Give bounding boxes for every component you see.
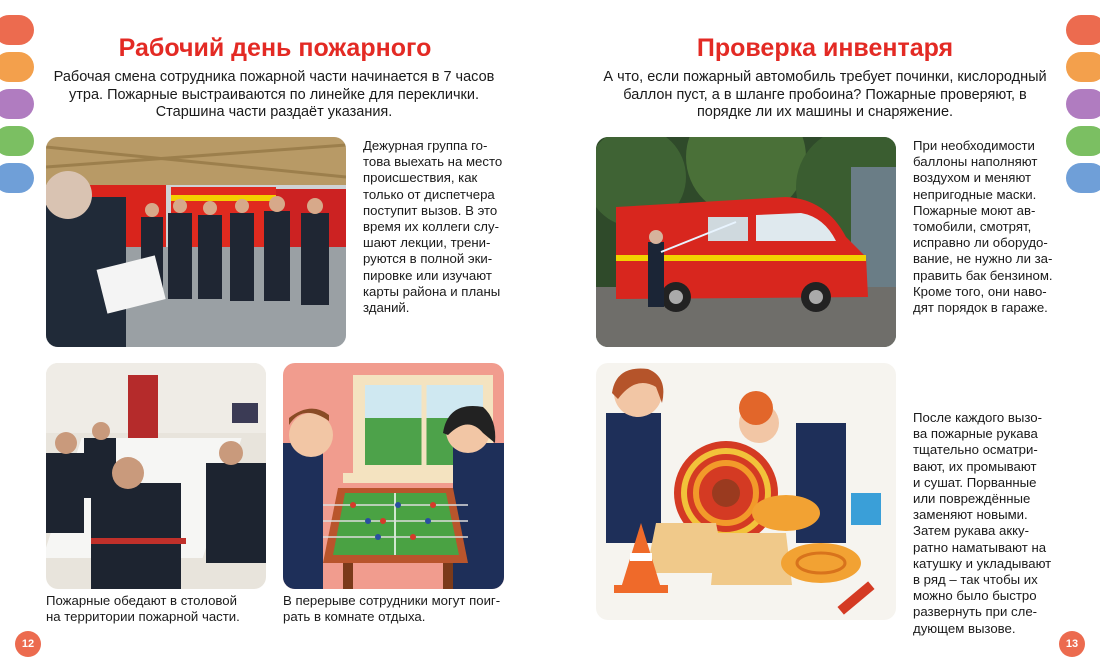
right-page-intro: А что, если пожарный автомобиль требует починки, кислородный баллон пуст, а в шланге пробоина? Пожарные проверяют, в порядке ли их машины и снаряжение. [603, 69, 1047, 120]
left-page-number: 12 [15, 631, 41, 657]
left-tab-3 [0, 89, 34, 119]
roll-call-photo [46, 137, 346, 347]
left-page-title: Рабочий день пожарного [118, 34, 432, 62]
left-page-intro: Рабочая смена сотрудника пожарной части начинается в 7 часов утра. Пожарные выстраиваются по линейке для переклички. Старшина части раздаёт указания. [53, 69, 495, 120]
left-tab-2 [0, 52, 34, 82]
dining-photo [46, 363, 266, 589]
right-tab-1 [1066, 15, 1100, 45]
right-tab-2 [1066, 52, 1100, 82]
caption-rest-room: В перерыве сотрудники могут поиг- рать в комнате отдыха. [283, 593, 501, 625]
hose-illustration [596, 363, 896, 620]
left-tab-5 [0, 163, 34, 193]
left-text-block: Дежурная группа го- това выехать на место происшествия, как только от диспетчера поступит вызов. В это время их коллеги слу- шают лекции, трени- руются в полной эки- пировке или изучают карты района и планы зданий. [363, 138, 503, 316]
foosball-illustration [283, 363, 504, 589]
fire-truck-photo [596, 137, 896, 347]
left-tab-1 [0, 15, 34, 45]
left-tab-4 [0, 126, 34, 156]
right-text-bottom: После каждого вызо- ва пожарные рукава тщательно осматри- вают, их промывают и сушат. Порванные или повреждённые заменяют новыми. Затем рукава акку- ратно наматывают на катушку и укладывают в ряд – так чтобы их можно было быстро развернуть при сле- дующем вызове. [913, 410, 1052, 636]
right-page-number: 13 [1059, 631, 1085, 657]
right-page-title: Проверка инвентаря [696, 34, 954, 62]
caption-dining: Пожарные обедают в столовой на территории пожарной части. [46, 593, 240, 625]
right-tab-3 [1066, 89, 1100, 119]
right-text-top: При необходимости баллоны наполняют воздухом и меняют непригодные маски. Пожарные моют ав- томобили, смотрят, исправно ли оборудо- вание, не нужно ли за- править бак бензином. Кроме того, они наво- дят порядок в гараже. [913, 138, 1053, 316]
